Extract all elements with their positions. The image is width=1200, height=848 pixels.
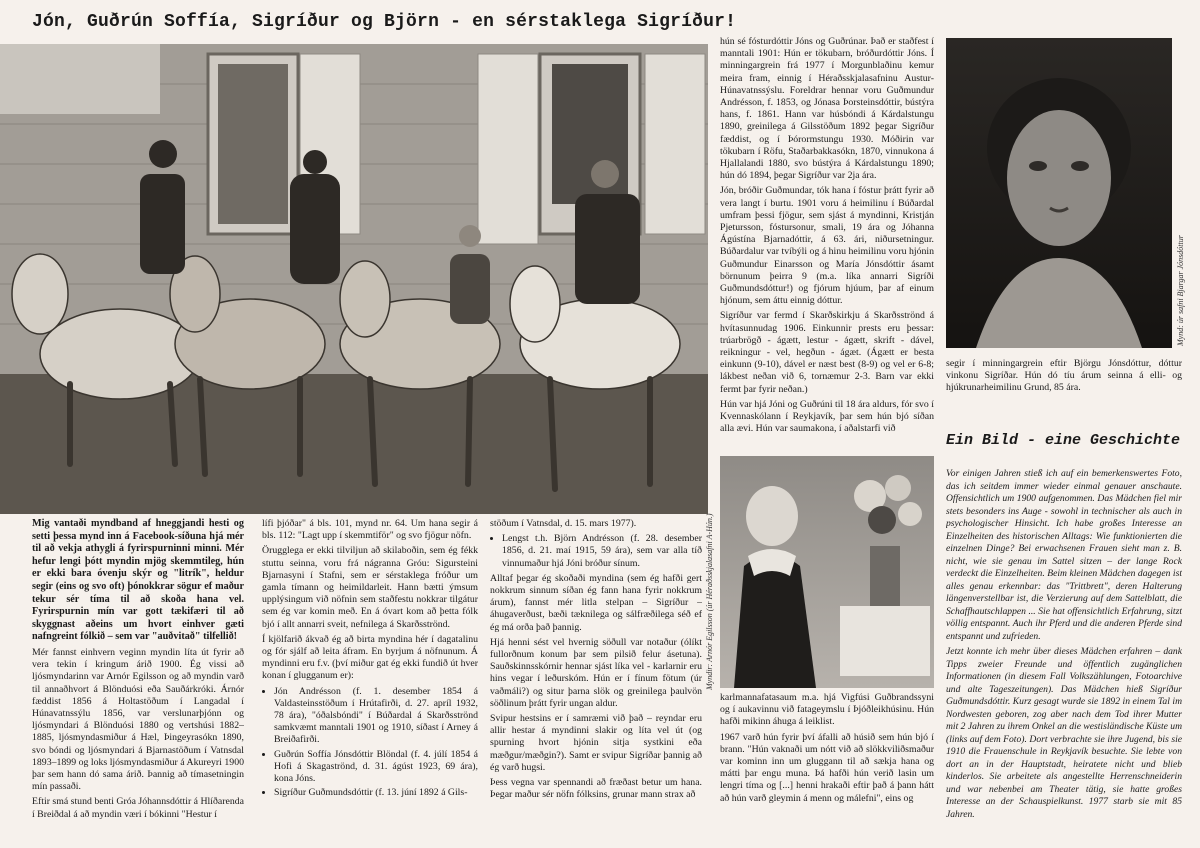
german-section-text xyxy=(946,468,1182,840)
paragraph: Vor einigen Jahren stieß ich auf ein bemerkenswertes Foto, das ich seitdem immer wieder einmal genauer anschaute. Offensichtlich um 1900 aufgenommen. Das Mädchen fiel mir stets besonders ins Auge - sowohl in technischer als auch in psychologischer Hinsicht. Ich habe großes Interesse an Einzelheiten des historischen Alltags: Wie funktionierten die einzelnen Dinge? Bei erwachsenen Frauen sieht man z. B. nicht, wie sie genau im Sattel sitzen – der lange Rock verdeckt die Einzelheiten. Beim kleinen Mädchen dagegen ist alles genau erkennbar: das "Trittbrett", deren Halterung längenverstellbar ist, die Verzierung auf dem Sattelblatt, die Schaffhautschlappen ... Sie hat offensichtlich Erfahrung, sitzt völlig entspannt. Auch ihr Pferd und die anderen Pferde sind entspannt und zufrieden. xyxy=(946,468,1182,642)
paragraph: Mér fannst einhvern veginn myndin líta út fyrir að vera tekin í kringum árið 1900. Ég vissi að ljósmyndarinn var Arnór Egilsson og að myndin varð til annaðhvort á Blönduósi eða Sauðárkróki. Árnór fæddist 1856 á Holtastöðum í Langadal í Húnavatnssýlu 1856, var verslunarþjónn og ljósmyndari á Blönduósi 1880 og vertshúsi 1882–1885, ljósmyndasmiður á Hæl, Þingeyrasókn 1890, svo bóndi og ljósmyndari á Bjarnastöðum í Vatnsdal 1893–1899 og loks ljósmyndasmiður á Akureyri 1900 þar sem hann dó sama árið. Þannig að tímasetningin mín passaði. xyxy=(32,646,244,793)
list-item: • Sigríður Guðmundsdóttir (f. 13. júní 1892 á Gils- xyxy=(274,787,478,799)
child-photo-credit: Myndir: Arnór Egilsson (úr Héraðsskjalasafni A-Hún.) xyxy=(705,513,714,690)
paragraph: hún sé fósturdóttir Jóns og Guðrúnar. Það er staðfest í manntali 1901: Hún er tökubarn, bróðurdóttir Jóns. Í minningargrein frá 1977 í Morgunblaðinu kemur meira fram, einnig í Héraðsskjalasafninu Austur-Húnavatnssýslu. Foreldrar hennar voru Guðmundur Andrésson, f. 1853, og Jónasa Þorsteinsdóttir, bústýra hans, f. 1861. Hann var húsbóndi á Kárdalstungu 1890, greinilega á Gilsstöðum 1892 þegar Sigríður fæddist, og í Þórormstungu 1930. Móðirin var tökubarn í Röfu, Staðarbakkasókn, 1870, vinnukona á Hjallalandi 1880, svo bústýra á Kárdalstungu 1890; hún dó 1894, þegar Sigríður var 2ja ára. xyxy=(720,36,934,182)
child-photo xyxy=(720,456,934,688)
list-item: • Guðrún Soffía Jónsdóttir Blöndal (f. 4. júlí 1854 á Hofi á Skagaströnd, d. 31. ágúst 1923, 69 ára), kona Jóns. xyxy=(274,749,478,786)
paragraph: Í kjölfarið ákvað ég að birta myndina hér í dagatalinu og fór sjálf að leita áfram. En byrjum á nöfnunum. Á myndinni eru f.v. (því miður gat ég ekki fundið út hver konan í glugganum er): xyxy=(262,633,478,682)
article-column-3 xyxy=(490,518,702,844)
portrait-photo xyxy=(946,38,1172,348)
article-column-2 xyxy=(262,518,478,844)
paragraph: karlmannafatasaum m.a. hjá Vigfúsi Guðbrandssyni og í aukavinnu við fatageymslu í Þjóðleikhúsinu. Hún hafði mikinn áhuga á leiklist. xyxy=(720,692,934,728)
child-illustration xyxy=(720,456,934,688)
riders-photo xyxy=(0,44,708,514)
paragraph: Jetzt konnte ich mehr über dieses Mädchen erfahren – dank Tipps zweier Freunde und öffentlich zugänglichen Informationen (in diesem Fall Volkszählungen, Fotoarchive und alte Tageszeitungen). Das Mädchen hieß Sigríður Guðmundsdóttir. Kurz gesagt wurde sie 1892 in einem Tal im Nordwesten geboren, zog aber nach dem Tod ihrer Mutter mit 2 Jahren zu ihrem Onkel an die westisländische Küste um (links auf dem Foto). Dort verbrachte sie ihre Jugend, bis sie 1910 die Frauenschule in Reykjavík besuchte. Sie lebte von dort an in der Hauptstadt, heiratete nicht und blieb kinderlos. Sie arbeitete als angestellte Herrenschneiderin und war nebenbei am Theater tätig, sie hatte großes Interesse an der Schauspielkunst. 1977 starb sie mit 85 Jahren. xyxy=(946,646,1182,820)
portrait-caption: segir í minningargrein eftir Björgu Jónsdóttur, dóttur vinkonu Sigríðar. Hún dó tíu árum seinna á elli- og hjúkrunarheimilinu Grund, 85 ára. xyxy=(946,358,1182,394)
paragraph: Eftir smá stund benti Gróa Jóhannsdóttir á Hlíðarenda í Breiðdal á að myndin væri í bókinni "Hestur í xyxy=(32,796,244,820)
portrait-credit: Mynd: úr safni Bjargar Jónsdóttur xyxy=(1176,235,1185,346)
lead-paragraph: Mig vantaði myndband af hneggjandi hesti og setti þessa mynd inn á Facebook-síðuna hjá mér til að vekja athygli á fyrirspurninni minni. Mér hefur lengi þótt myndin mjög skemmtileg, hún er ekki bara óvenju skýr og "litrík", heldur segir (eins og svo oft) þónokkrar sögur ef maður tekur sér tíma til að skoða hana vel. Fyrirspurnin mín var gott tækifæri til að skyggnast aðeins um hvort einhver gæti nafngreint fólkið – sem var "auðvitað" tilfellið! xyxy=(32,518,244,643)
names-list xyxy=(262,686,478,800)
paragraph: Þess vegna var spennandi að fræðast betur um hana. Þegar maður sér nöfn fólksins, grunar mann strax að xyxy=(490,777,702,801)
paragraph: 1967 varð hún fyrir því áfalli að húsið sem hún bjó í brann. "Hún vaknaði um nótt við að slökkviliðsmaður var kominn inn um gluggann til að sækja hana og mátti þar engu muna. Þá hafði hún verið lasin um lengri tíma og [...] henni hrakaði eftir það á þann hátt að hún varð gleymin á menn og málefni", eins og xyxy=(720,731,934,804)
paragraph: lífi þjóðar" á bls. 101, mynd nr. 64. Um hana segir á bls. 112: "Lagt upp í skemmtiför" og svo fjögur nöfn. xyxy=(262,518,478,542)
riders-photo-illustration xyxy=(0,44,708,514)
list-item: • Lengst t.h. Björn Andrésson (f. 28. desember 1856, d. 21. maí 1915, 59 ára), sem var alla tíð vinnumaður hjá Jóni bróður sínum. xyxy=(502,533,702,570)
page-title: Jón, Guðrún Soffía, Sigríður og Björn - en sérstaklega Sigríður! xyxy=(32,12,737,32)
paragraph: Hjá henni sést vel hvernig söðull var notaður (ólíkt fullorðnum konum þar sem pilsið felur ásetuna). Sauðskinnsskórnir hennar sjást líka vel - karlarnir eru hins vegar í leðurskóm. Hún er í fínum fötum (úr vaðmáli?) og situr þarna slök og greinilega þaulvön söðlinum þrátt fyrir ungan aldur. xyxy=(490,636,702,709)
article-column-5 xyxy=(720,692,934,844)
paragraph: Hún var hjá Jóni og Guðrúni til 18 ára aldurs, fór svo í Kvennaskólann í Reykjavík, þar sem hún bjó síðan alla ævi. Hún var saumakona, í aðalstarfi við xyxy=(720,398,934,435)
paragraph: Sigríður var fermd í Skarðskirkju á Skarðsströnd á hvítasunnudag 1906. Einkunnir prests eru þessar: trúarbrögð - ágætt, lestur - ágætt, skrift - dável, reikningur - vel, hegðun - ágæt. (Ágætt er besta einkunn (9-10), dável er næst best (8-9) og vel er 6-8; lákbest neðan við 6, tornæmur 2-3. Barn var ekki fermt þar fyrir neðan.) xyxy=(720,310,934,395)
german-section-title: Ein Bild - eine Geschichte xyxy=(946,432,1181,449)
portrait-illustration xyxy=(946,38,1172,348)
paragraph: Örugglega er ekki tilviljun að skilaboðin, sem ég fékk stuttu seinna, voru frá nágranna Gróu: Sigursteini Bjarnasyni í Stafni, sem er sérstaklega fróður um gamla tímann og heimildarleit. Hann bætti ýmsum upplýsingum við nöfnin sem staðfestu nokkrar tilgátur sem ég var komin með. En á óvart kom að þetta fólk bjó í allt annarri sveit, nefnilega á Skarðsströnd. xyxy=(262,545,478,630)
paragraph: stöðum í Vatnsdal, d. 15. mars 1977). xyxy=(490,518,637,529)
names-list-continued xyxy=(490,533,702,570)
article-column-1 xyxy=(32,518,244,844)
paragraph: Jón, bróðir Guðmundar, tók hana í fóstur þrátt fyrir að vera langt í burtu. 1901 voru á heimilinu í Búðardal umfram þessi fjögur, sem sjást á myndinni, Kristján Pjetursson, fóstursonur, smali, 19 ára og Jóhanna Ágústína Bjarnadóttir, á 63. ári, niðursetningur. Búðardalur var tvíbýli og á hinu heimilinu voru hjónin Guðmundur Einarsson og María Jónsdóttir ásamt börnunum þeirra 9 (m.a. líka annarri Sigríði Guðmundsdóttur!) og fjórum hjúum, þar af einum hjónum, sem áttu einnig dóttur. xyxy=(720,185,934,307)
paragraph: Alltaf þegar ég skoðaði myndina (sem ég hafði gert nokkrum sinnum síðan ég fann hana fyrir nokkrum árum), fannst mér litla stelpan – Sigríður – áhugaverðust, bæði tæknilega og sálfræðilega séð ef ég má orða það þannig. xyxy=(490,572,702,633)
article-column-4 xyxy=(720,36,934,452)
list-item: • Jón Andrésson (f. 1. desember 1854 á Valdasteinsstöðum í Hrútafirði, d. 27. apríl 1932, 78 ára), "óðalsbóndi" í Búðardal á Skarðsströnd samkvæmt manntali 1901 og 1910, síðast í Arney á Breiðafirði. xyxy=(274,686,478,747)
paragraph: Svipur hestsins er í samræmi við það – reyndar eru allir hestar á myndinni slakir og líta vel út (og spurning hvort hjónin sitja systkini eða mæðgur/mæðgin?). Samt er svipur Sigríðar þannig að ég varð hugsi. xyxy=(490,713,702,773)
